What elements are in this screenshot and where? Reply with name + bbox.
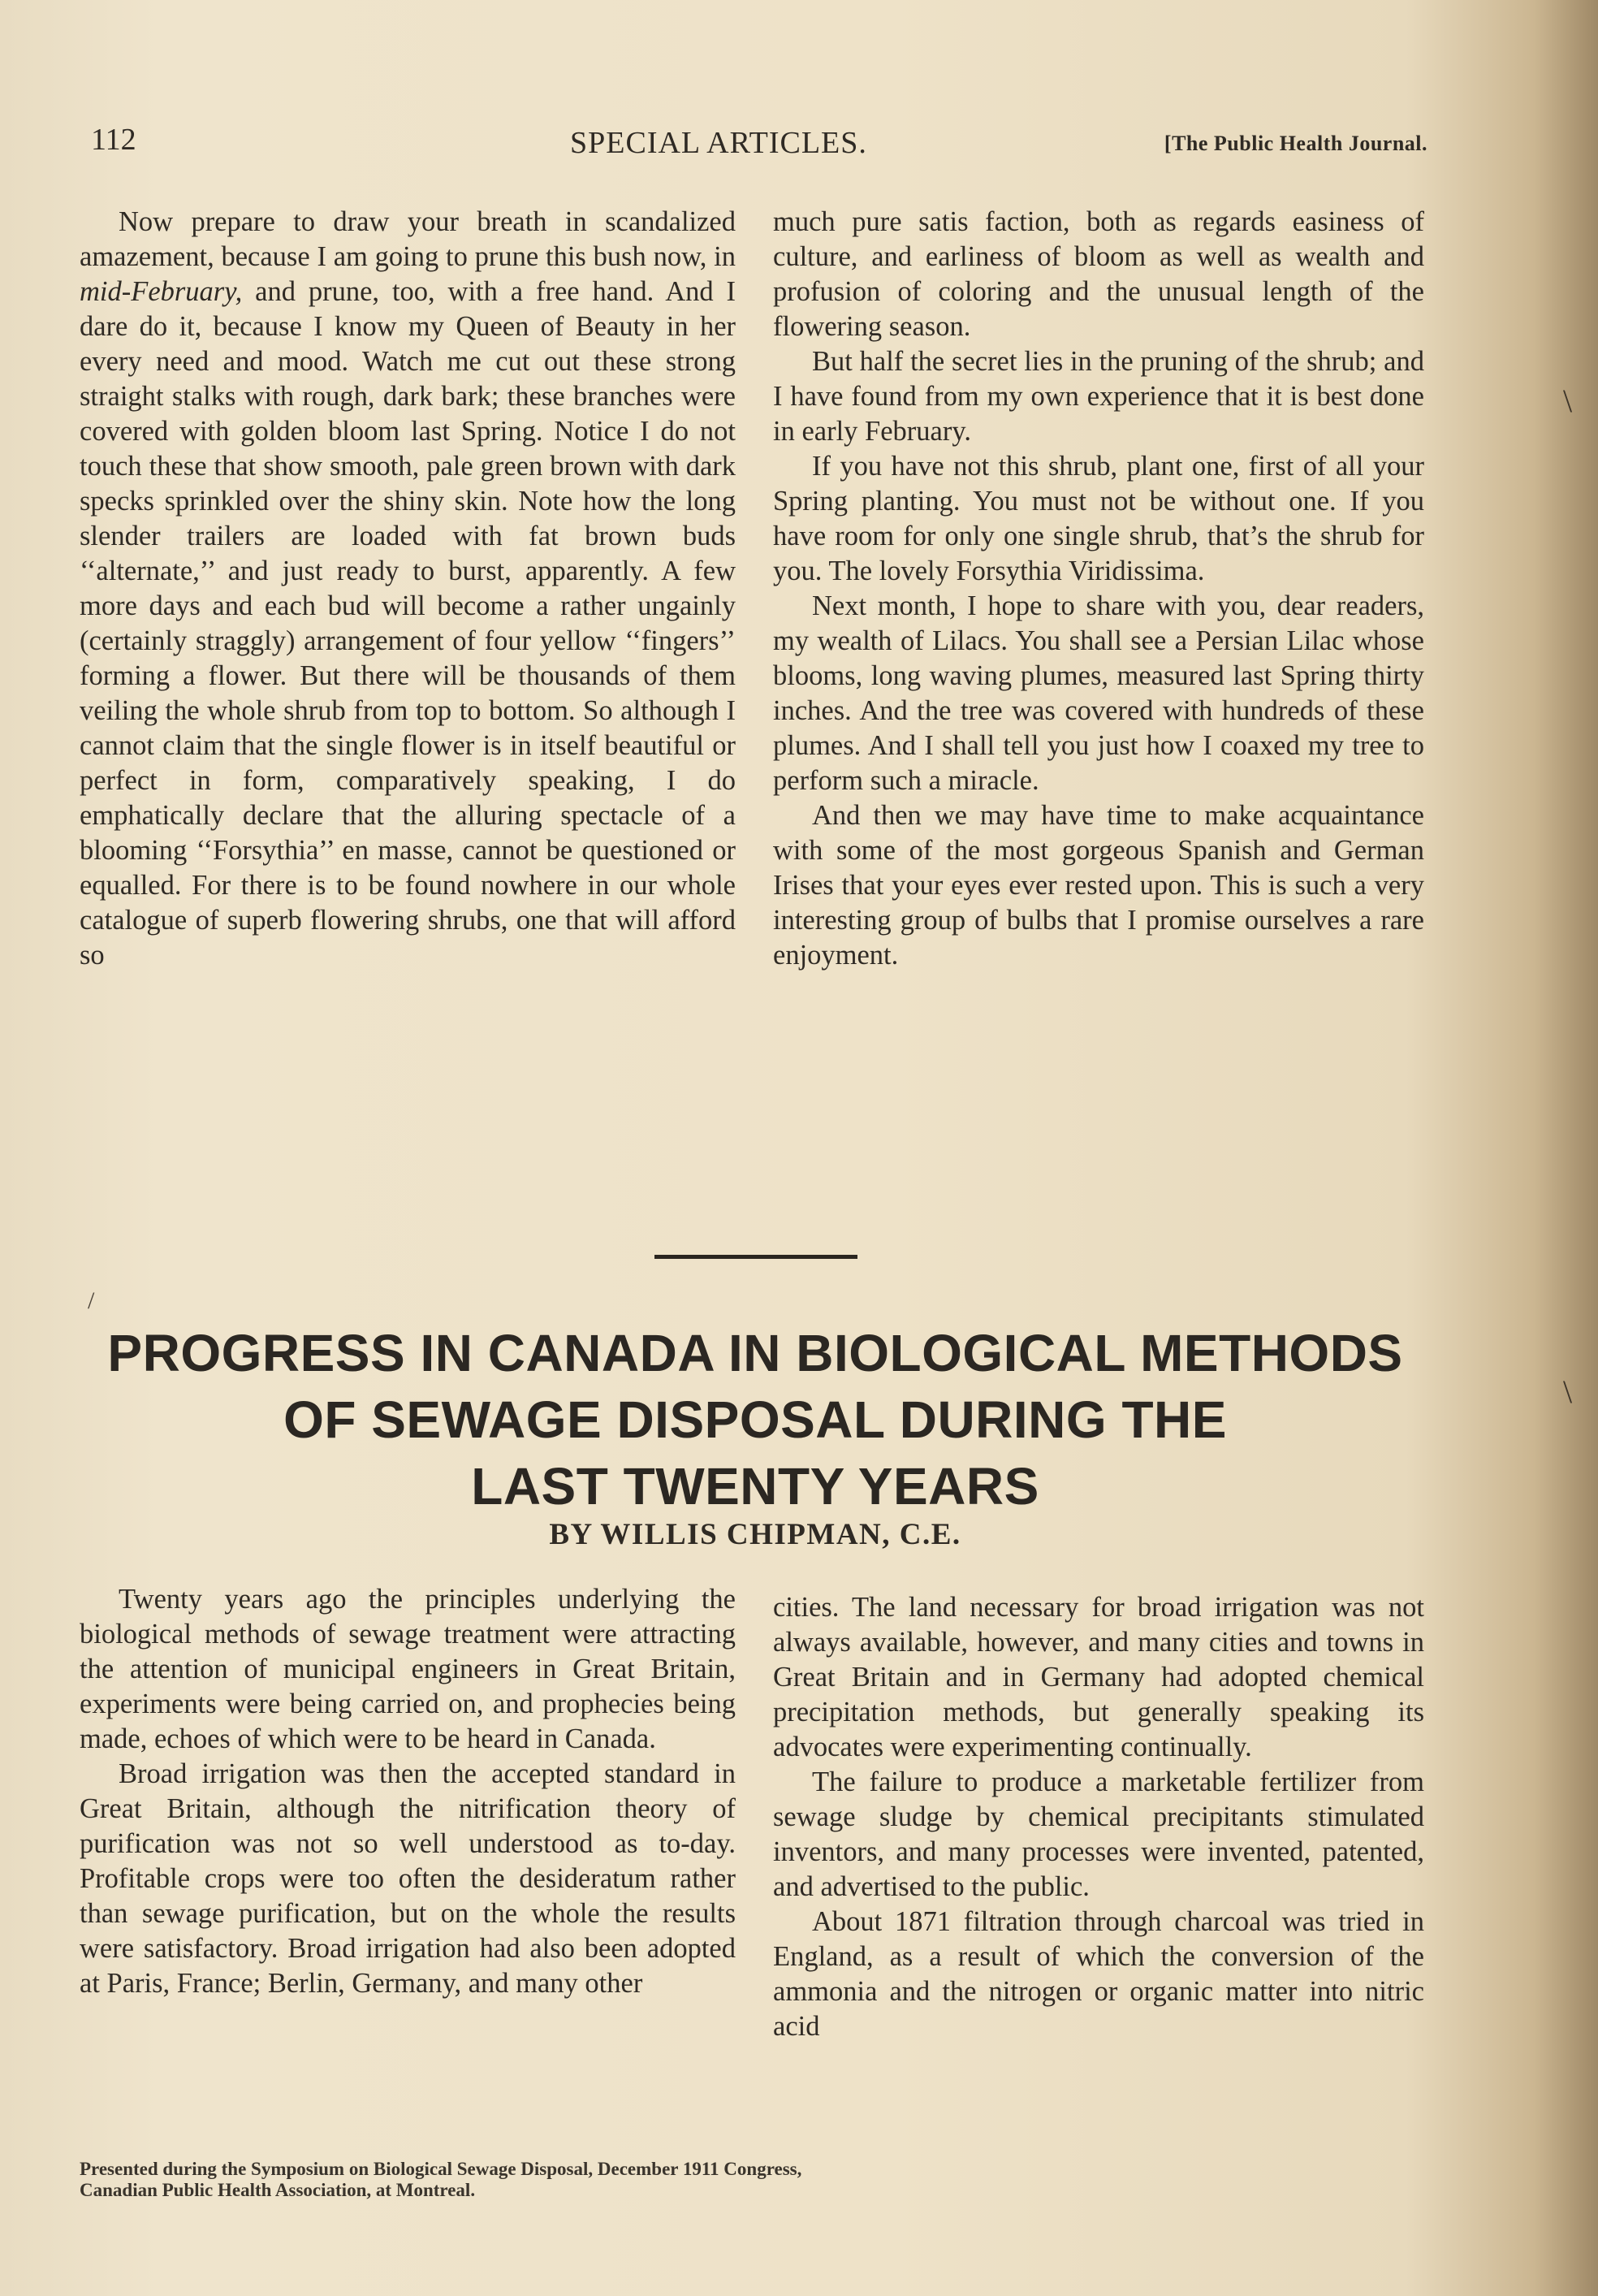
paragraph: Now prepare to draw your breath in scandalized amazement, because I am going to prune this bush now, in mid-February, and prune, too, with a free hand. And I dare do it, because I know my Queen of Beauty in her every need and mood. Watch me cut out these strong straight stalks with rough, dark bark; these branches were covered with golden bloom last Spring. Notice I do not touch these that show smooth, pale green brown with dark specks sprinkled over the shiny skin. Note how the long slender trailers are loaded with fat brown buds ‘‘alternate,’’ and just ready to burst, apparently. A few more days and each bud will become a rather ungainly (certainly straggly) arrangement of four yellow ‘‘fingers’’ forming a flower. But there will be thousands of them veiling the whole shrub from top to bottom. So although I cannot claim that the single flower is in itself beautiful or perfect in form, comparatively speaking, I do emphatically declare that the alluring spectacle of a blooming ‘‘Forsythia’’ en masse, cannot be questioned or equalled. For there is to be found nowhere in our whole catalogue of superb flowering shrubs, one that will afford so — [80, 206, 736, 971]
paragraph: Broad irrigation was then the accepted standard in Great Britain, although the nitrification theory of purification was not so well understood as to-day. Profitable crops were too often the desideratum rather than sewage purification, but on the whole the results were satisfactory. Broad irrigation had also been adopted at Paris, France; Berlin, Germany, and many other — [80, 1758, 736, 1999]
main-article-column-left — [80, 1582, 736, 2001]
page-number: 112 — [91, 123, 136, 157]
paragraph: The failure to produce a marketable fertilizer from sewage sludge by chemical precipitants stimulated inventors, and many processes were invented, patented, and advertised to the public. — [773, 1766, 1424, 1902]
margin-mark: \ — [1563, 1373, 1573, 1410]
italic-text: mid-February, — [80, 276, 243, 307]
footnote-line: Canadian Public Health Association, at Montreal. — [80, 2180, 476, 2200]
article-title-line: PROGRESS IN CANADA IN BIOLOGICAL METHODS — [107, 1324, 1403, 1382]
paragraph-continued: much pure satis faction, both as regards easiness of culture, and earliness of bloom as well as wealth and profusion of coloring and the unusual length of the flowering season. — [773, 206, 1424, 342]
margin-mark: \ — [1563, 383, 1573, 419]
article-byline: BY WILLIS CHIPMAN, C.E. — [549, 1518, 961, 1551]
paragraph: Twenty years ago the principles underlying the biological methods of sewage treatment were attracting the attention of municipal engineers in Great Britain, experiments were being carried on, and prophecies being made, echoes of which were to be heard in Canada. — [80, 1584, 736, 1754]
paragraph: If you have not this shrub, plant one, first of all your Spring planting. You must not be without one. If you have room for only one single shrub, that’s the shrub for you. The lovely Forsythia Viridissima. — [773, 451, 1424, 586]
stray-mark: / — [88, 1287, 95, 1314]
article-title — [106, 1320, 1405, 1520]
top-article-column-left — [80, 205, 736, 973]
footnote — [80, 2159, 801, 2201]
paragraph: About 1871 filtration through charcoal was tried in England, as a result of which the conversion of the ammonia and the nitrogen or organic matter into nitric acid — [773, 1906, 1424, 2042]
article-title-line: LAST TWENTY YEARS — [471, 1457, 1039, 1516]
paragraph: But half the secret lies in the pruning of the shrub; and I have found from my own experience that it is best done in early February. — [773, 346, 1424, 447]
paragraph-continued: cities. The land necessary for broad irrigation was not always available, however, and many cities and towns in Great Britain and in Germany had adopted chemical precipitation methods, but generally speaking its advocates were experimenting continually. — [773, 1592, 1424, 1762]
main-article-column-right — [773, 1590, 1424, 2044]
article-title-line: OF SEWAGE DISPOSAL DURING THE — [283, 1390, 1227, 1449]
footnote-line: Presented during the Symposium on Biological Sewage Disposal, December 1911 Congress, — [80, 2159, 802, 2179]
paragraph: And then we may have time to make acquaintance with some of the most gorgeous Spanish and German Irises that your eyes ever rested upon. This is such a very interesting group of bulbs that I promise ourselves a rare enjoyment. — [773, 800, 1424, 971]
paragraph: Next month, I hope to share with you, dear readers, my wealth of Lilacs. You shall see a Persian Lilac whose blooms, long waving plumes, measured last Spring thirty inches. And the tree was covered with hundreds of these plumes. And I shall tell you just how I coaxed my tree to perform such a miracle. — [773, 590, 1424, 796]
top-article-column-right — [773, 205, 1424, 973]
page-header — [91, 122, 1427, 171]
journal-name: [The Public Health Journal. — [1164, 132, 1427, 155]
section-title: SPECIAL ARTICLES. — [570, 126, 867, 160]
section-divider — [654, 1255, 857, 1259]
